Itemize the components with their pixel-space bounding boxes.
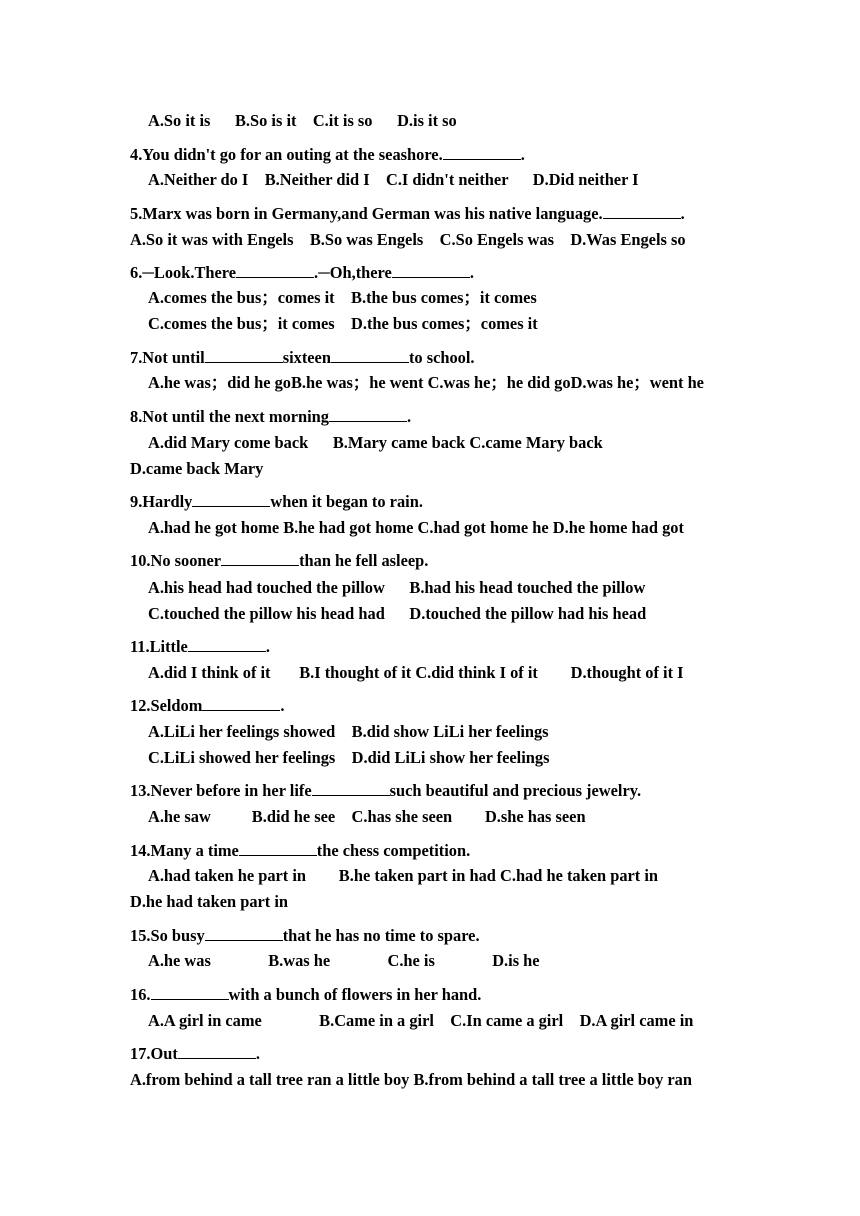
question-8: 8.Not until the next morning . (130, 407, 412, 426)
question-7: 7.Not until sixteen to school. (130, 348, 475, 367)
answer-blank (331, 361, 409, 363)
options-line-6b: C.comes the bus；it comes D.the bus comes；comes it (148, 314, 538, 333)
options-line-11: A.did I think of it B.I thought of it C.did think I of it D.thought of it I (148, 663, 684, 682)
answer-blank (205, 939, 283, 941)
answer-blank (178, 1057, 256, 1059)
options-line-3: A.So it is B.So is it C.it is so D.is it so (148, 111, 457, 130)
answer-blank (392, 276, 470, 278)
answer-blank (329, 420, 407, 422)
question-4: 4.You didn't go for an outing at the seashore. . (130, 145, 525, 164)
question-6: 6.─Look.There .─Oh,there . (130, 263, 474, 282)
question-13: 13.Never before in her life such beautiful and precious jewelry. (130, 781, 642, 800)
options-line-4: A.Neither do I B.Neither did I C.I didn't neither D.Did neither I (148, 170, 639, 189)
options-line-7: A.he was；did he goB.he was；he went C.was he；he did goD.was he；went he (148, 373, 704, 392)
options-line-6a: A.comes the bus；comes it B.the bus comes；it comes (148, 288, 537, 307)
question-12: 12.Seldom . (130, 696, 285, 715)
options-line-16: A.A girl in came B.Came in a girl C.In came a girl D.A girl came in (148, 1011, 694, 1030)
options-line-10a: A.his head had touched the pillow B.had his head touched the pillow (148, 578, 646, 597)
options-line-14b: D.he had taken part in (130, 892, 289, 911)
question-9: 9.Hardly when it began to rain. (130, 492, 423, 511)
question-11: 11.Little . (130, 637, 270, 656)
answer-blank (221, 564, 299, 566)
answer-blank (603, 217, 681, 219)
answer-blank (205, 361, 283, 363)
answer-blank (236, 276, 314, 278)
options-line-8a: A.did Mary come back B.Mary came back C.came Mary back (148, 433, 603, 452)
options-line-10b: C.touched the pillow his head had D.touched the pillow had his head (148, 604, 647, 623)
question-14: 14.Many a time the chess competition. (130, 841, 471, 860)
options-line-9: A.had he got home B.he had got home C.had got home he D.he home had got (148, 518, 684, 537)
options-line-5: A.So it was with Engels B.So was Engels C.So Engels was D.Was Engels so (130, 230, 686, 249)
question-17: 17.Out . (130, 1044, 260, 1063)
answer-blank (312, 794, 390, 796)
answer-blank (443, 158, 521, 160)
options-line-12a: A.LiLi her feelings showed B.did show LiLi her feelings (148, 722, 549, 741)
options-line-12b: C.LiLi showed her feelings D.did LiLi show her feelings (148, 748, 550, 767)
answer-blank (151, 998, 229, 1000)
answer-blank (202, 709, 280, 711)
answer-blank (192, 505, 270, 507)
question-10: 10.No sooner than he fell asleep. (130, 551, 429, 570)
options-line-14a: A.had taken he part in B.he taken part in had C.had he taken part in (148, 866, 659, 885)
options-line-17: A.from behind a tall tree ran a little boy B.from behind a tall tree a little boy ran (130, 1070, 692, 1089)
options-line-13: A.he saw B.did he see C.has she seen D.she has seen (148, 807, 586, 826)
answer-blank (188, 650, 266, 652)
options-line-8b: D.came back Mary (130, 459, 264, 478)
options-line-15: A.he was B.was he C.he is D.is he (148, 951, 540, 970)
question-16: 16. with a bunch of flowers in her hand. (130, 985, 482, 1004)
question-5: 5.Marx was born in Germany,and German was his native language. . (130, 204, 685, 223)
answer-blank (239, 854, 317, 856)
question-15: 15.So busy that he has no time to spare. (130, 926, 480, 945)
